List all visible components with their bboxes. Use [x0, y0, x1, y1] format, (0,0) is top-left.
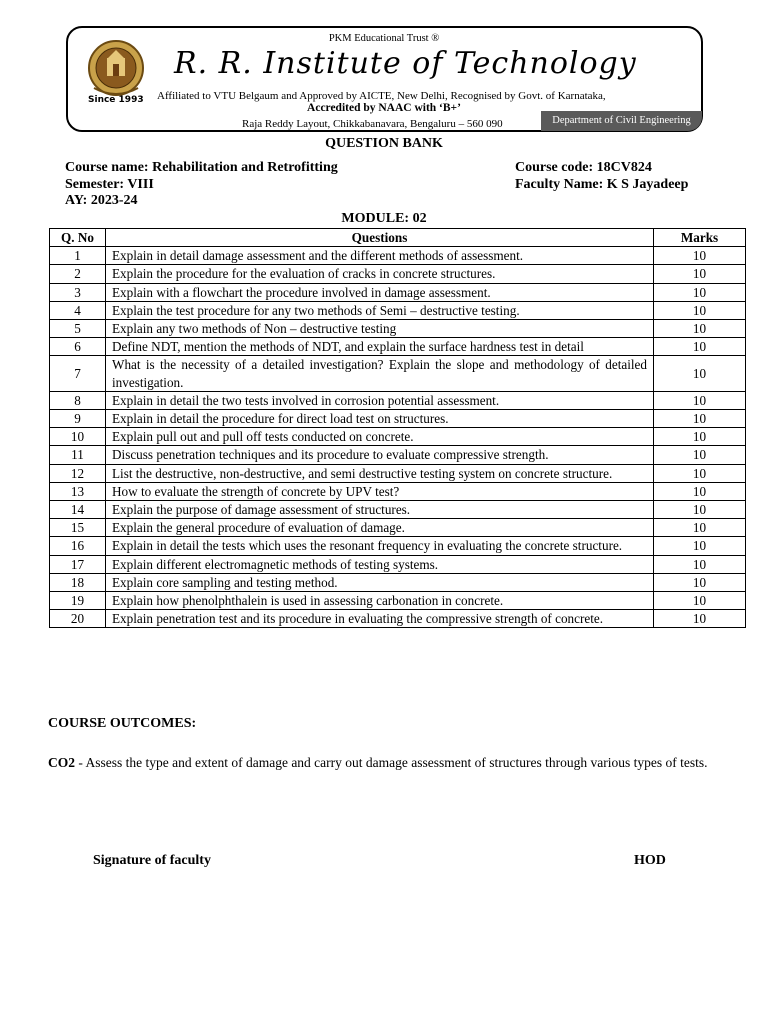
- question-table: [49, 228, 746, 628]
- table-row: [50, 391, 746, 409]
- question-marks: 10: [654, 519, 746, 537]
- question-text: Explain the test procedure for any two methods of Semi – destructive testing.: [106, 301, 654, 319]
- co-description: - Assess the type and extent of damage and carry out damage assessment of structures through various types of tests.: [75, 755, 708, 770]
- table-row: [50, 537, 746, 555]
- table-row: [50, 519, 746, 537]
- document-title: QUESTION BANK: [325, 136, 443, 151]
- question-number: 9: [50, 410, 106, 428]
- question-text: Explain penetration test and its procedure in evaluating the compressive strength of concrete.: [106, 610, 654, 628]
- semester: Semester: VIII: [65, 177, 154, 192]
- question-marks: 10: [654, 356, 746, 391]
- question-text: Explain the purpose of damage assessment of structures.: [106, 501, 654, 519]
- question-text: Explain any two methods of Non – destructive testing: [106, 320, 654, 338]
- question-number: 14: [50, 501, 106, 519]
- question-marks: 10: [654, 428, 746, 446]
- table-row: [50, 338, 746, 356]
- question-marks: 10: [654, 247, 746, 265]
- question-text: Explain in detail damage assessment and the different methods of assessment.: [106, 247, 654, 265]
- question-marks: 10: [654, 265, 746, 283]
- question-text: Explain in detail the two tests involved in corrosion potential assessment.: [106, 391, 654, 409]
- question-marks: 10: [654, 283, 746, 301]
- question-number: 15: [50, 519, 106, 537]
- question-number: 6: [50, 338, 106, 356]
- table-row: [50, 610, 746, 628]
- table-row: [50, 446, 746, 464]
- institute-name: R. R. Institute of Technology: [174, 46, 637, 81]
- question-text: Explain different electromagnetic methods of testing systems.: [106, 555, 654, 573]
- course-name: Course name: Rehabilitation and Retrofitting: [65, 160, 338, 175]
- question-number: 1: [50, 247, 106, 265]
- marks-header: Marks: [654, 229, 746, 247]
- question-table-body: [50, 247, 746, 628]
- affiliation-text: Affiliated to VTU Belgaum and Approved by AICTE, New Delhi, Recognised by Govt. of Karnataka,: [157, 90, 606, 102]
- question-text: Discuss penetration techniques and its procedure to evaluate compressive strength.: [106, 446, 654, 464]
- table-row: [50, 592, 746, 610]
- course-outcomes-heading: COURSE OUTCOMES:: [48, 716, 197, 731]
- question-number: 10: [50, 428, 106, 446]
- table-row: [50, 265, 746, 283]
- question-marks: 10: [654, 537, 746, 555]
- question-text: Explain the procedure for the evaluation of cracks in concrete structures.: [106, 265, 654, 283]
- question-marks: 10: [654, 573, 746, 591]
- table-row: [50, 356, 746, 391]
- question-number: 8: [50, 391, 106, 409]
- table-row: [50, 410, 746, 428]
- faculty-signature-label: Signature of faculty: [93, 853, 211, 868]
- table-row: [50, 428, 746, 446]
- faculty-name: Faculty Name: K S Jayadeep: [515, 177, 689, 192]
- qno-header: Q. No: [50, 229, 106, 247]
- questions-header: Questions: [106, 229, 654, 247]
- question-marks: 10: [654, 592, 746, 610]
- table-row: [50, 301, 746, 319]
- question-marks: 10: [654, 338, 746, 356]
- table-row: [50, 482, 746, 500]
- table-row: [50, 573, 746, 591]
- question-number: 11: [50, 446, 106, 464]
- question-text: Explain core sampling and testing method.: [106, 573, 654, 591]
- question-number: 3: [50, 283, 106, 301]
- department-tab: Department of Civil Engineering: [541, 111, 702, 131]
- question-marks: 10: [654, 464, 746, 482]
- question-marks: 10: [654, 610, 746, 628]
- accreditation-text: Accredited by NAAC with ‘B+’: [307, 102, 461, 114]
- question-text: Explain the general procedure of evaluation of damage.: [106, 519, 654, 537]
- address-text: Raja Reddy Layout, Chikkabanavara, Bengaluru – 560 090: [242, 118, 503, 130]
- table-row: [50, 247, 746, 265]
- table-row: [50, 501, 746, 519]
- trust-name: PKM Educational Trust ®: [328, 33, 440, 44]
- question-number: 7: [50, 356, 106, 391]
- question-text: Define NDT, mention the methods of NDT, and explain the surface hardness test in detail: [106, 338, 654, 356]
- question-marks: 10: [654, 555, 746, 573]
- question-number: 13: [50, 482, 106, 500]
- question-text: How to evaluate the strength of concrete by UPV test?: [106, 482, 654, 500]
- question-number: 2: [50, 265, 106, 283]
- table-row: [50, 320, 746, 338]
- question-text: Explain how phenolphthalein is used in assessing carbonation in concrete.: [106, 592, 654, 610]
- question-text: Explain pull out and pull off tests conducted on concrete.: [106, 428, 654, 446]
- module-title: MODULE: 02: [341, 211, 427, 226]
- table-row: [50, 464, 746, 482]
- table-row: [50, 555, 746, 573]
- question-number: 16: [50, 537, 106, 555]
- question-number: 18: [50, 573, 106, 591]
- question-marks: 10: [654, 391, 746, 409]
- question-number: 20: [50, 610, 106, 628]
- course-outcome-co2: [48, 750, 728, 776]
- table-header-row: [50, 229, 746, 247]
- question-text: Explain with a flowchart the procedure involved in damage assessment.: [106, 283, 654, 301]
- question-number: 4: [50, 301, 106, 319]
- question-marks: 10: [654, 482, 746, 500]
- course-code: Course code: 18CV824: [515, 160, 652, 175]
- question-number: 17: [50, 555, 106, 573]
- question-marks: 10: [654, 410, 746, 428]
- question-marks: 10: [654, 446, 746, 464]
- question-number: 19: [50, 592, 106, 610]
- question-marks: 10: [654, 320, 746, 338]
- question-text: What is the necessity of a detailed investigation? Explain the slope and methodology of detailed investigation.: [106, 356, 654, 391]
- question-marks: 10: [654, 301, 746, 319]
- question-text: Explain in detail the tests which uses the resonant frequency in evaluating the concrete structure.: [106, 537, 654, 555]
- question-text: List the destructive, non-destructive, and semi destructive testing system on concrete structure.: [106, 464, 654, 482]
- question-number: 12: [50, 464, 106, 482]
- question-marks: 10: [654, 501, 746, 519]
- since-year: Since 1993: [88, 95, 144, 105]
- co-code: CO2: [48, 755, 75, 770]
- table-row: [50, 283, 746, 301]
- academic-year: AY: 2023-24: [65, 193, 138, 208]
- question-text: Explain in detail the procedure for direct load test on structures.: [106, 410, 654, 428]
- question-number: 5: [50, 320, 106, 338]
- hod-signature-label: HOD: [634, 853, 666, 868]
